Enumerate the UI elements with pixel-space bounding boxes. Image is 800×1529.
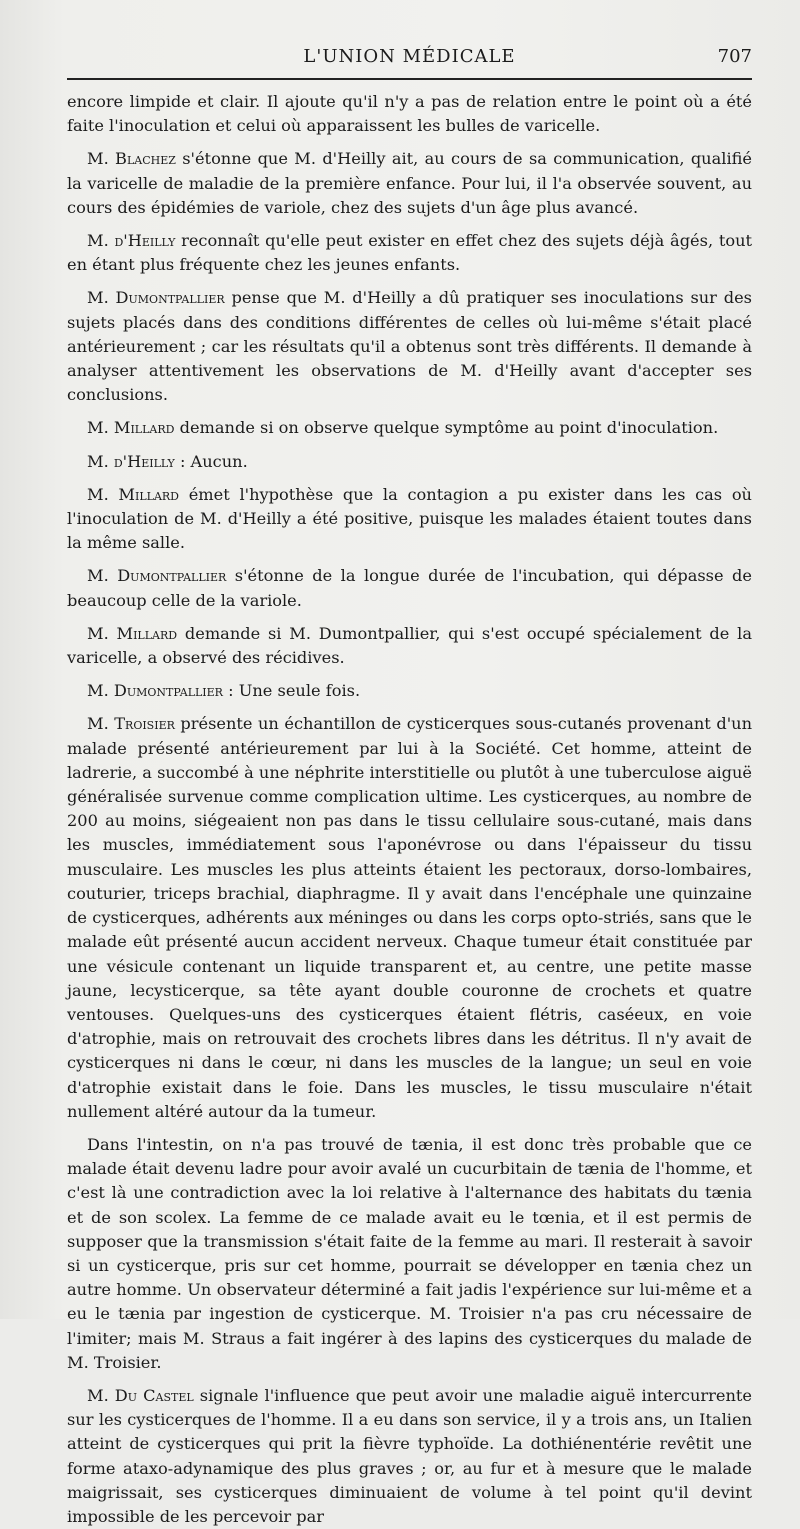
paragraph-text: demande si on observe quelque symptôme au point d'inoculation. [174, 418, 719, 438]
paragraph [67, 1133, 752, 1375]
paragraph-text: Dans l'intestin, on n'a pas trouvé de tænia, il est donc très probable que ce malade était devenu ladre pour avoir avalé un cucurbitain de tænia de l'homme, et c'est là une contradiction avec la loi relative à l'alternance des habitats du tænia et de son scolex. La femme de ce malade avait eu le tœnia, et il est permis de supposer que la transmission s'était faite de la femme au mari. Il resterait à savoir si un cysticerque, pris sur cet homme, pourrait se développer en tænia chez un autre homme. Un observateur déterminé a fait jadis l'expérience sur lui-même et a eu le tænia par ingestion de cysticerque. M. Troisier n'a pas cru nécessaire de l'imiter; mais M. Straus a fait ingérer à des lapins des cysticerques du malade de M. Troisier. [67, 1134, 752, 1372]
paragraph-text: présente un échantillon de cysticerques sous-cutanés provenant d'un malade présenté antérieurement par lui à la Société. Cet homme, atteint de ladrerie, a succombé à une néphrite interstitielle ou plutôt à une tuberculose aiguë généralisée survenue comme complication ultime. Les cysticerques, au nombre de 200 au moins, siégeaient non pas dans le tissu cellulaire sous-cutané, mais dans les muscles, immédiatement sous l'aponévrose ou dans l'épaisseur du tissu musculaire. Les muscles les plus atteints étaient les pectoraux, dorso-lombaires, couturier, triceps brachial, diaphragme. Il y avait dans l'encéphale une quinzaine de cysticerques, adhérents aux méninges ou dans les corps opto-striés, sans que le malade eût présenté aucun accident nerveux. Chaque tumeur était constituée par une vésicule contenant un liquide transparent et, au centre, une petite masse jaune, lecysticerque, sa tête ayant double couronne de crochets et quatre ventouses. Quelques-uns des cysticerques étaient flétris, caséeux, en voie d'atrophie, mais on retrouvait des crochets libres dans les détritus. Il n'y avait de cysticerques ni dans le cœur, ni dans les muscles de la langue; un seul en voie d'atrophie existait dans le foie. Dans les muscles, le tissu musculaire n'était nullement altéré autour da la tumeur. [67, 714, 753, 1121]
paragraph [67, 147, 752, 220]
speaker-name: M. Millard [87, 418, 175, 438]
body-text [67, 90, 752, 1529]
speaker-name: M. Millard [87, 623, 178, 643]
paragraph [67, 286, 752, 407]
paragraph [67, 622, 752, 670]
paragraph [67, 712, 752, 1123]
paragraph [67, 416, 752, 440]
speaker-name: M. Dumontpallier [87, 288, 225, 308]
paragraph-text: pense que M. d'Heilly a dû pratiquer ses inoculations sur des sujets placés dans des conditions différentes de celles où lui-même s'était placé antérieurement ; car les résultats qu'il a obtenus sont très différents. Il demande à analyser attentivement les observations de M. d'Heilly avant d'accepter ses conclusions. [67, 288, 752, 405]
running-title: L'UNION MÉDICALE [303, 46, 516, 67]
paragraph [67, 679, 752, 703]
paragraph [67, 229, 752, 277]
speaker-name: M. d'Heilly [87, 231, 176, 251]
paragraph-text: demande si M. Dumontpallier, qui s'est occupé spécialement de la varicelle, a observé des récidives. [67, 623, 752, 668]
paragraph-text: reconnaît qu'elle peut exister en effet chez des sujets déjà âgés, tout en étant plus fréquente chez les jeunes enfants. [67, 231, 752, 275]
page-header [67, 38, 752, 74]
paragraph [67, 90, 752, 138]
header-rule [67, 78, 752, 80]
speaker-name: M. Du Castel [87, 1385, 194, 1405]
speaker-name: M. Millard [87, 484, 180, 504]
paragraph [67, 1384, 752, 1529]
speaker-name: M. Blachez [87, 149, 176, 169]
paragraph-text: émet l'hypothèse que la contagion a pu exister dans les cas où l'inoculation de M. d'Heilly a été positive, puisque les malades étaient toutes dans la même salle. [67, 484, 752, 553]
paragraph-text: s'étonne que M. d'Heilly ait, au cours de sa communication, qualifié la varicelle de maladie de la première enfance. Pour lui, il l'a observée souvent, au cours des épidémies de variole, chez des sujets d'un âge plus avancé. [67, 149, 752, 217]
paragraph-text: s'étonne de la longue durée de l'incubation, qui dépasse de beaucoup celle de la variole. [67, 566, 752, 610]
page-number: 707 [717, 46, 752, 67]
paragraph [67, 564, 752, 612]
speaker-name: M. d'Heilly [87, 451, 175, 471]
paragraph-text: : Aucun. [174, 451, 248, 471]
paragraph-text: signale l'influence que peut avoir une maladie aiguë intercurrente sur les cysticerques de l'homme. Il a eu dans son service, il y a trois ans, un Italien atteint de cysticerques qui prit la fièvre typhoïde. La dothiénentérie revêtit une forme ataxo-adynamique des plus graves ; or, au fur et à mesure que le malade maigrissait, ses cysticerques diminuaient de volume à tel point qu'il devint impossible de les percevoir par [67, 1385, 752, 1526]
paragraph [67, 450, 752, 474]
paragraph [67, 483, 752, 556]
paragraph-text: encore limpide et clair. Il ajoute qu'il n'y a pas de relation entre le point où a été faite l'inoculation et celui où apparaissent les bulles de varicelle. [67, 92, 752, 136]
speaker-name: M. Dumontpallier [87, 681, 223, 701]
speaker-name: M. Troisier [87, 714, 175, 734]
speaker-name: M. Dumontpallier [87, 566, 227, 586]
paragraph-text: : Une seule fois. [222, 681, 361, 701]
